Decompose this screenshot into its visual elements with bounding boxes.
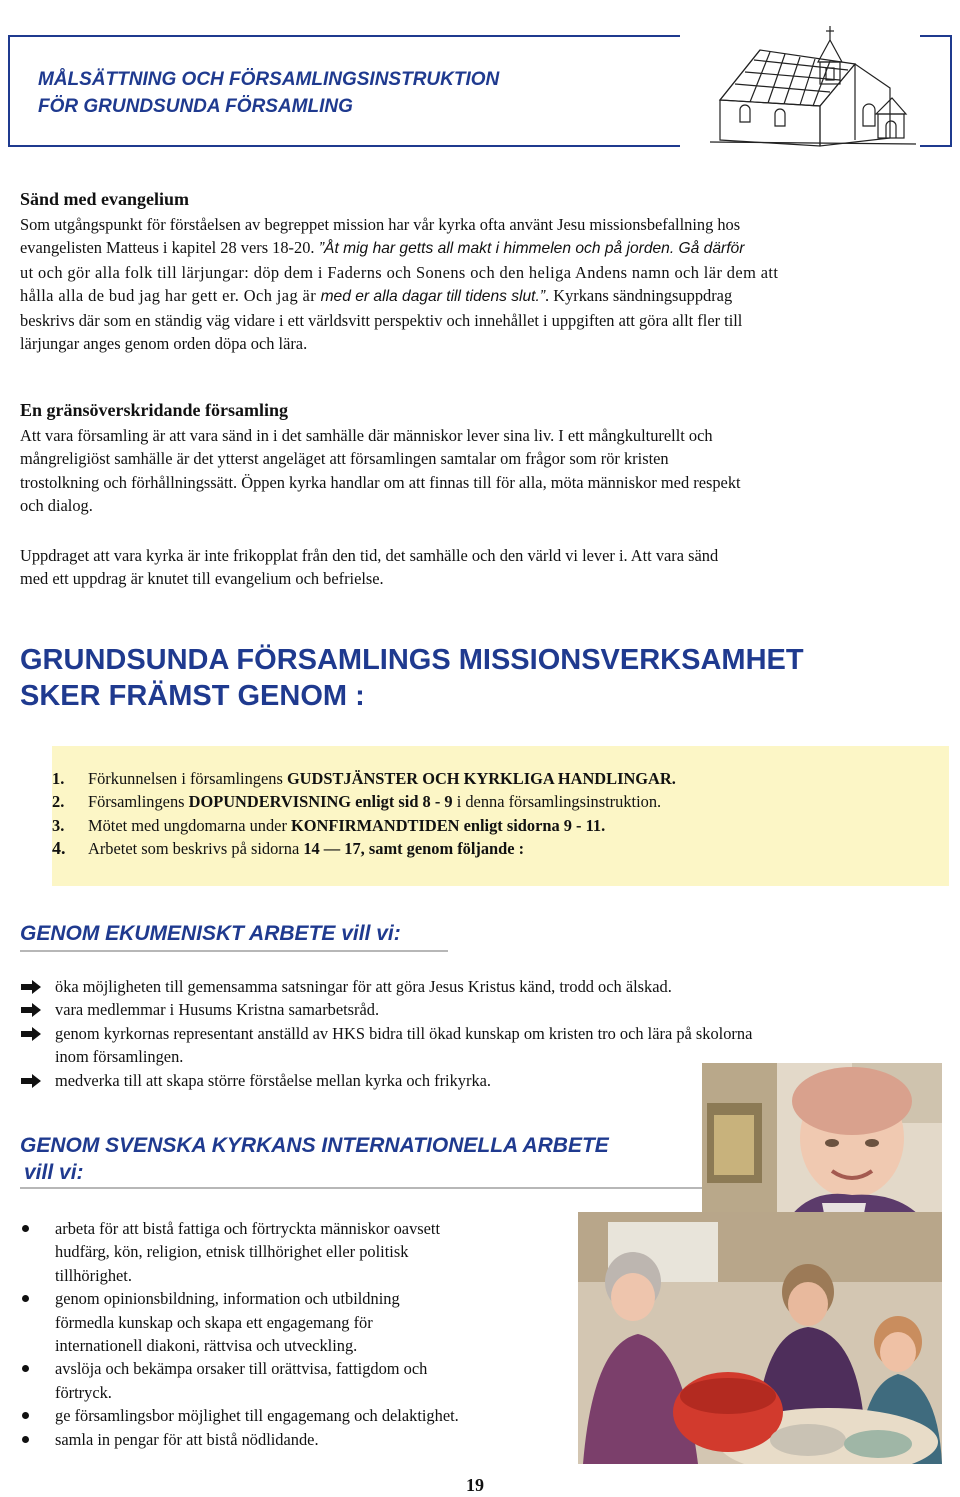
bullet-icon [22,1365,29,1372]
ecumenical-item-2 [20,998,950,1021]
international-line: samla in pengar för att bistå nödlidande. [55,1429,319,1449]
section-send-body [20,213,940,355]
numbered-list [52,767,932,861]
item-number: 3. [52,815,65,835]
ecumenical-item-text-cont: inom församlingen. [55,1047,184,1067]
item-bold: DOPUNDERVISNING enligt sid 8 - 9 [188,792,453,812]
item-bold: KONFIRMANDTIDEN enligt sidorna 9 - 11. [291,815,606,835]
section-heading-border: En gränsöverskridande församling [20,400,289,420]
arrow-right-icon [20,975,55,998]
border-p2-line-1: Uppdraget att vara kyrka är inte frikopplat från den tid, det samhälle och den värld vi lever i. Att vara sänd [20,546,719,565]
page-number: 19 [466,1475,484,1495]
scripture-quote: ”Åt mig har getts all makt i himmelen och på jorden. Gå därför [314,240,745,258]
send-line-2 [20,236,940,260]
international-item-3 [20,1357,580,1404]
international-line: genom opinionsbildning, information och utbildning [55,1289,400,1309]
send-line-1: Som utgångspunkt för förståelsen av begreppet mission har vår kyrka ofta använt Jesu missionsbefallning hos [20,215,741,234]
arrow-right-icon [20,998,55,1021]
international-line: förmedla kunskap och skapa ett engagemang för [55,1312,373,1332]
international-heading [20,1132,609,1186]
international-line: arbeta för att bistå fattiga och förtryckta människor oavsett [55,1219,441,1238]
item-text: Arbetet som beskrivs på sidorna [88,839,304,859]
bullet-icon [22,1412,29,1419]
photo-volunteers-counting [578,1212,942,1464]
item-text: Förkunnelsen i församlingens [88,769,287,788]
international-list [20,1217,580,1451]
section-heading-send: Sänd med evangelium [20,189,190,209]
border-line-2: mångreligiöst samhälle är det ytterst angeläget att församlingen samtalar om frågor som rör kristen [20,449,669,469]
send-line-3: ut och gör alla folk till lärjungar: döp dem i Faderns och Sonens och den heliga Andens namn och lär dem att [20,262,779,282]
scripture-quote-end: med er alla dagar till tidens slut.” [320,288,546,306]
section-border-body [20,424,940,518]
title-line-2: FÖR GRUNDSUNDA FÖRSAMLING [38,96,353,117]
send-line-4 [20,284,940,308]
item-bold: GUDSTJÄNSTER OCH KYRKLIGA HANDLINGAR. [286,769,676,788]
numbered-item-4 [52,837,932,860]
item-number: 2. [52,792,65,812]
send-line-5: beskrivs där som en ständig väg vidare i ett världsvitt perspektiv och innehållet i uppgiften att göra allt fler till [20,310,743,330]
international-line: tillhörighet. [55,1265,132,1285]
arrow-right-icon [20,1069,55,1092]
international-line: internationell diakoni, rättvisa och utveckling. [55,1336,358,1356]
mission-heading [20,642,804,714]
international-item-2 [20,1287,580,1357]
border-line-3: trostolkning och förhållningssätt. Öppen kyrka handlar om att finnas till för alla, möta människor med respekt [20,472,741,492]
send-line-4a: hålla alla de bud jag har gett er. Och jag är [20,286,321,306]
bullet-icon [22,1436,29,1443]
document-title [38,66,499,120]
ecumenical-item-text: vara medlemmar i Husums Kristna samarbetsråd. [55,1000,380,1020]
international-line: ge församlingsbor möjlighet till engagemang och delaktighet. [55,1406,459,1426]
send-line-2a: evangelisten Matteus i kapitel 28 vers 18-20. [20,238,315,258]
bullet-icon [22,1225,29,1232]
ecumenical-item-text: öka möjligheten till gemensamma satsningar för att göra Jesus Kristus känd, trodd och älskad. [55,977,672,996]
arrow-right-icon [20,1022,55,1069]
international-heading-rule [20,1187,710,1189]
international-line: förtryck. [55,1382,112,1402]
international-item-1 [20,1217,580,1287]
international-heading-line-1: GENOM SVENSKA KYRKANS INTERNATIONELLA ARBETE [20,1134,609,1157]
border-p2-line-2: med ett uppdrag är knutet till evangelium och befrielse. [20,569,384,589]
border-line-4: och dialog. [20,496,93,516]
international-line: avslöja och bekämpa orsaker till orättvisa, fattigdom och [55,1359,428,1379]
numbered-item-2 [52,790,932,813]
item-text: Mötet med ungdomarna under [88,815,292,835]
ecumenical-item-3 [20,1022,950,1069]
item-tail: i denna församlingsinstruktion. [452,792,662,812]
international-item-4 [20,1404,580,1427]
ecumenical-heading: GENOM EKUMENISKT ARBETE vill vi: [20,922,401,945]
item-bold: 14 — 17, samt genom följande : [303,839,525,859]
section-border-paragraph-2 [20,544,940,591]
item-number: 1. [52,769,65,788]
ecumenical-item-text: medverka till att skapa större förståelse mellan kyrka och frikyrka. [55,1070,492,1090]
ecumenical-heading-rule [20,950,448,952]
numbered-item-3 [52,814,932,837]
item-text: Församlingens [88,792,189,812]
ecumenical-item-1 [20,975,950,998]
international-line: hudfärg, kön, religion, etnisk tillhörighet eller politisk [55,1242,409,1262]
numbered-item-1 [52,767,932,790]
mission-heading-line-2: SKER FRÄMST GENOM : [20,680,365,712]
send-line-4c: . Kyrkans sändningsuppdrag [545,286,733,306]
send-line-6: lärjungar anges genom orden döpa och lära. [20,334,308,354]
ecumenical-item-text: genom kyrkornas representant anställd av HKS bidra till ökad kunskap om kristen tro och lära på skolorna [55,1023,753,1043]
church-illustration [680,22,920,148]
item-number: 4. [52,838,66,859]
international-heading-line-2: vill vi: [24,1161,84,1184]
bullet-icon [22,1295,29,1302]
mission-heading-line-1: GRUNDSUNDA FÖRSAMLINGS MISSIONSVERKSAMHET [20,644,804,676]
international-item-5 [20,1428,580,1451]
title-line-1: MÅLSÄTTNING OCH FÖRSAMLINGSINSTRUKTION [38,69,500,90]
border-line-1: Att vara församling är att vara sänd in i det samhälle där människor lever sina liv. I ett mångkulturellt och [20,426,713,445]
